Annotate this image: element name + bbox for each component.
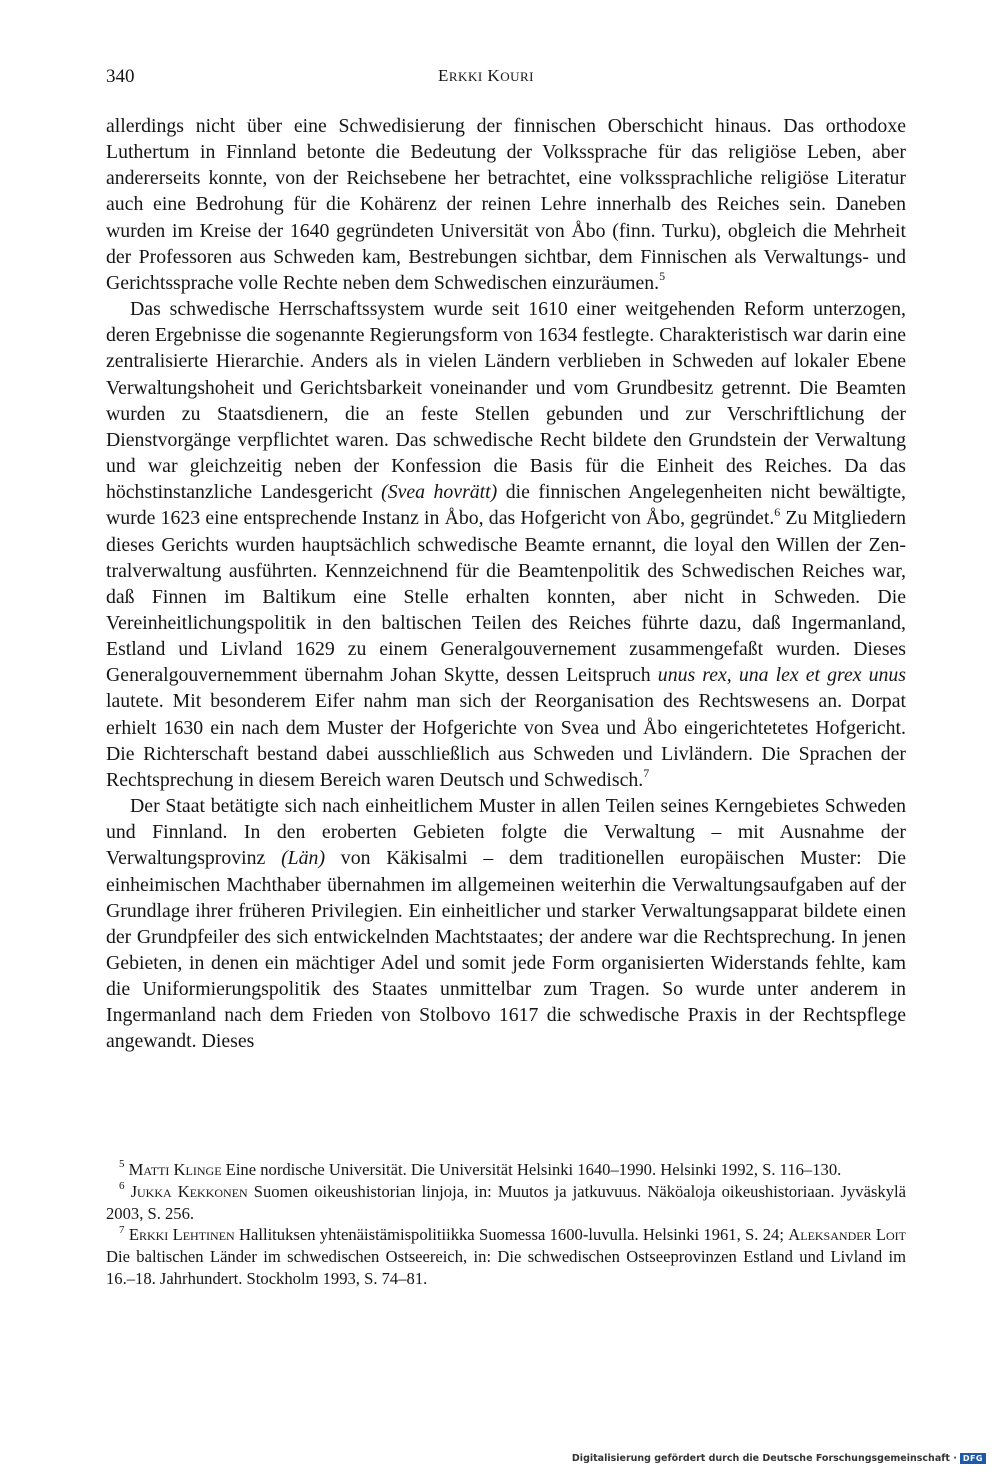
paragraph-2 <box>106 296 906 793</box>
dfg-logo-icon: DFG <box>960 1453 986 1464</box>
footnote-author-2: Aleksander Loit <box>788 1225 906 1245</box>
paragraph-3-text-a: Der Staat betätigte sich nach einheitlichem Muster in allen Teilen seines Kerngebietes Schweden und Finnland. In den eroberten Gebieten folgte die Verwaltung – mit Ausnahme der Verwaltungsprovinz <box>106 795 906 870</box>
footnote-text: Eine nordische Universität. Die Universität Helsinki 1640–1990. Helsinki 1992, S. 116–130. <box>221 1160 842 1179</box>
footnote-ref-7[interactable]: 7 <box>643 766 650 781</box>
footnote-text: Suomen oikeushistorian linjoja, in: Muutos ja jatkuvuus. Näköaloja oikeushistoriaan. Jyväskylä 2003, S. 256. <box>106 1181 906 1223</box>
footnote-ref-5[interactable]: 5 <box>659 269 666 284</box>
footnote-author: Erkki Lehtinen <box>128 1225 235 1245</box>
paragraph-2-text-b: die finnischen Angelegenheiten nicht bewältigte, wurde 1623 eine entsprechende Instanz in Åbo, das Hofgericht von Åbo, gegründet. <box>106 481 906 530</box>
running-head <box>438 66 534 86</box>
paragraph-2-text-d: lautete. Mit besonderem Eifer nahm man sich der Reorganisation des Rechtswesens an. Dorpat erhielt 1630 ein nach dem Muster der Hofgerichte von Svea und Åbo eingerichtetetes Hofgericht. Die Richterschaft bestand dabei ausschließlich aus Schweden und Livländern. Die Sprachen der Rechtsprechung in diesem Bereich waren Deutsch und Schwedisch. <box>106 690 906 791</box>
italic-lan: (Län) <box>281 847 326 870</box>
footnote-author: Matti Klinge <box>128 1160 222 1179</box>
italic-svea-hovratt: (Svea hovrätt) <box>381 481 498 504</box>
digitization-footer <box>572 1453 986 1464</box>
paragraph-1 <box>106 113 906 296</box>
footnote-5 <box>106 1159 906 1181</box>
footnote-number: 6 <box>119 1180 125 1193</box>
running-head-initial-2: K <box>487 66 501 85</box>
running-head-initial-1: E <box>438 66 449 85</box>
body-text <box>106 113 906 1055</box>
italic-motto: unus rex, una lex et grex unus <box>657 664 906 687</box>
footnotes <box>106 1159 906 1290</box>
footnote-number: 7 <box>119 1223 125 1236</box>
footnote-author: Jukka Kekkonen <box>130 1181 248 1201</box>
paragraph-3 <box>106 793 906 1055</box>
footnote-number: 5 <box>119 1158 125 1171</box>
page-number: 340 <box>106 66 135 87</box>
paragraph-2-text-c: Zu Mitgliedern dieses Gerichts wurden hauptsächlich schwedische Beamte ernannt, die loyal den Willen der Zentralverwaltung ausführten. Kennzeichnend für die Beamtenpolitik des Schwedischen Reiches war, daß Finnen im Baltikum eine Stelle erhalten konnten, aber nicht in Schweden. Die Vereinheitlichungspolitik in den baltischen Teilen des Reiches führte dazu, daß Ingermanland, Estland und Livland 1629 zu einem Generalgouvernement zusammengefaßt wurden. Dieses Generalgouvernemment übernahm Johan Skytte, dessen Leitspruch <box>106 507 906 687</box>
footnote-6 <box>106 1181 906 1225</box>
running-head-rest-1: RKKI <box>448 69 483 84</box>
footnote-7 <box>106 1224 906 1289</box>
running-head-rest-2: OURI <box>500 69 534 84</box>
footnote-text-2: Die baltischen Länder im schwedischen Ostseereich, in: Die schwedischen Ostseeprovinzen Estland und Livland im 16.–18. Jahrhundert. Stockholm 1993, S. 74–81. <box>106 1247 906 1288</box>
footnote-text: Hallituksen yhtenäistämispolitiikka Suomessa 1600-luvulla. Helsinki 1961, S. 24; <box>234 1225 789 1245</box>
footnote-ref-6[interactable]: 6 <box>774 504 781 519</box>
paragraph-3-text-b: von Käkisalmi – dem traditionellen europäischen Muster: Die einheimischen Machthaber übernahmen im allgemeinen weiterhin die Verwaltungsaufgaben auf der Grundlage ihrer früheren Privilegien. Ein einheitlicher und starker Verwaltungsapparat bildete einen der Grundpfeiler des sich entwickelnden Machtstaates; der andere war die Rechtsprechung. In jenen Gebieten, in denen ein mächtiger Adel und somit jede Form organisierten Widerstands fehlte, kam die Uniformierungspolitik des Staates unmittelbar zum Tragen. So wurde unter anderem in Ingermanland nach dem Frieden von Stolbovo 1617 die schwedische Praxis in der Rechtspflege angewandt. Dieses <box>106 847 906 1053</box>
digitization-note: Digitalisierung gefördert durch die Deutsche Forschungsgemeinschaft · <box>571 1453 957 1464</box>
paragraph-1-text: allerdings nicht über eine Schwedisierung der finnischen Oberschicht hinaus. Das orthodoxe Luthertum in Finnland betonte die Bedeutung der Volkssprache für das religiöse Leben, aber andererseits konnte, von der Reichsebene her betrachtet, eine volkssprachliche religiöse Literatur auch eine Bedrohung für die Kohärenz der reinen Lehre innerhalb des Reiches sein. Daneben wurden im Kreise der 1640 gegründeten Universität von Åbo (finn. Turku), obgleich die Mehrheit der Professoren aus Schweden kam, Bestrebungen sichtbar, dem Finnischen als Verwaltungs- und Gerichtssprache volle Rechte neben dem Schwedischen einzuräumen. <box>106 115 906 294</box>
paragraph-2-text-a: Das schwedische Herrschaftssystem wurde seit 1610 einer weitgehenden Reform unterzogen, deren Ergebnisse die sogenannte Regierungsform von 1634 festlegte. Charakteristisch war darin eine zentralisierte Hierarchie. Anders als in vielen Ländern verblieben in Schweden auf lokaler Ebene Verwaltungshoheit und Gerichtsbarkeit voneinander und vom Grundbesitz getrennt. Die Beamten wurden zu Staatsdienern, die an feste Stellen gebunden und zur Verschriftlichung der Dienstvorgänge verpflichtet waren. Das schwedische Recht bildete den Grundstein der Verwaltung und war gleichzeitig neben der Konfession die Basis für die Einheit des Reiches. Da das höchstinstanzliche Landesgericht <box>106 298 906 504</box>
